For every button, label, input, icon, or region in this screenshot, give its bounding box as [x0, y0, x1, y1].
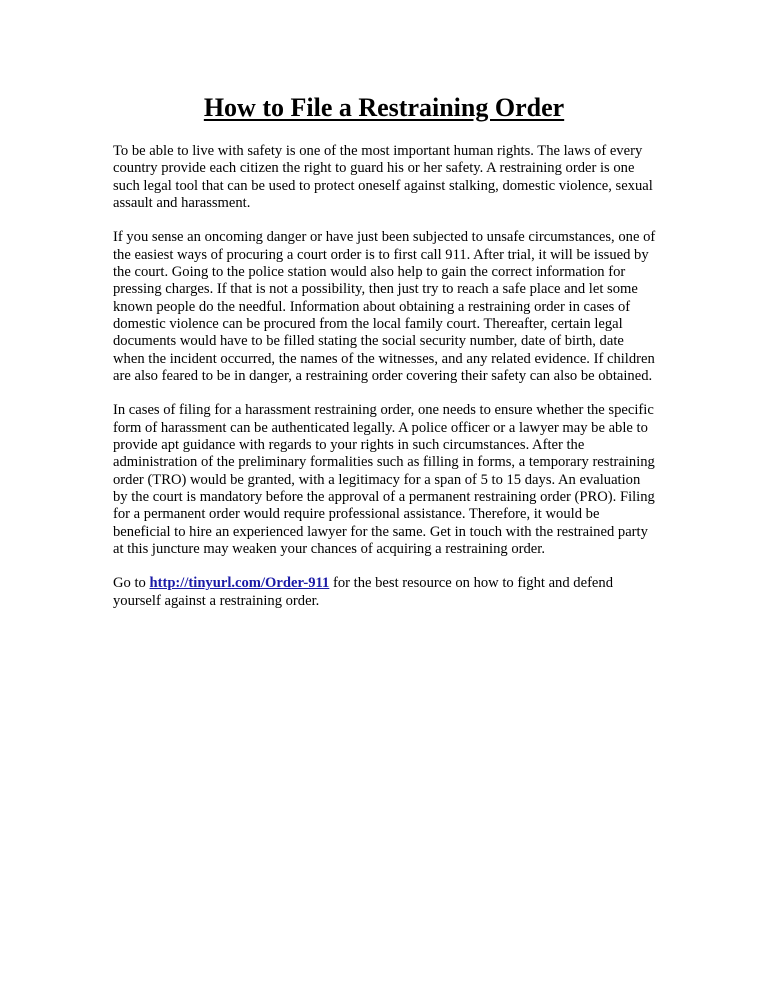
paragraph-intro: To be able to live with safety is one of the most important human rights. The laws of every country provide each citizen the right to guard his or her safety. A restraining order is one such legal tool that can be used to protect oneself against stalking, domestic violence, sexual assault and harassment.	[113, 143, 653, 211]
closing-suffix: for the best resource on how to fight and defend yourself against a restraining order.	[113, 575, 614, 609]
document-title: How to File a Restraining Order	[203, 93, 565, 122]
closing-prefix: Go to	[113, 575, 150, 592]
resource-link[interactable]: http://tinyurl.com/Order-911	[149, 575, 330, 592]
paragraph-closing	[113, 575, 658, 610]
document-body	[113, 143, 658, 627]
paragraph-harassment-order: In cases of filing for a harassment restraining order, one needs to ensure whether the specific form of harassment can be authenticated legally. A police officer or a lawyer may be able to provide apt guidance with regards to your rights in such circumstances. After the administration of the preliminary formalities such as filling in forms, a temporary restraining order (TRO) would be granted, with a legitimacy for a span of 5 to 15 days. An evaluation by the court is mandatory before the approval of a permanent restraining order (PRO). Filing for a permanent order would require professional assistance. Therefore, it would be beneficial to hire an experienced lawyer for the same. Get in touch with the restrained party at this juncture may weaken your chances of acquiring a restraining order.	[113, 402, 655, 557]
paragraph-danger-steps: If you sense an oncoming danger or have just been subjected to unsafe circumstances, one of the easiest ways of procuring a court order is to first call 911. After trial, it will be issued by the court. Going to the police station would also help to gain the correct information for pressing charges. If that is not a possibility, then just try to reach a safe place and let some known people do the needful. Information about obtaining a restraining order in cases of domestic violence can be procured from the local family court. Thereafter, certain legal documents would have to be filled stating the social security number, date of birth, date when the incident occurred, the names of the witnesses, and any related evidence. If children are also feared to be in danger, a restraining order covering their safety can also be obtained.	[113, 229, 656, 384]
